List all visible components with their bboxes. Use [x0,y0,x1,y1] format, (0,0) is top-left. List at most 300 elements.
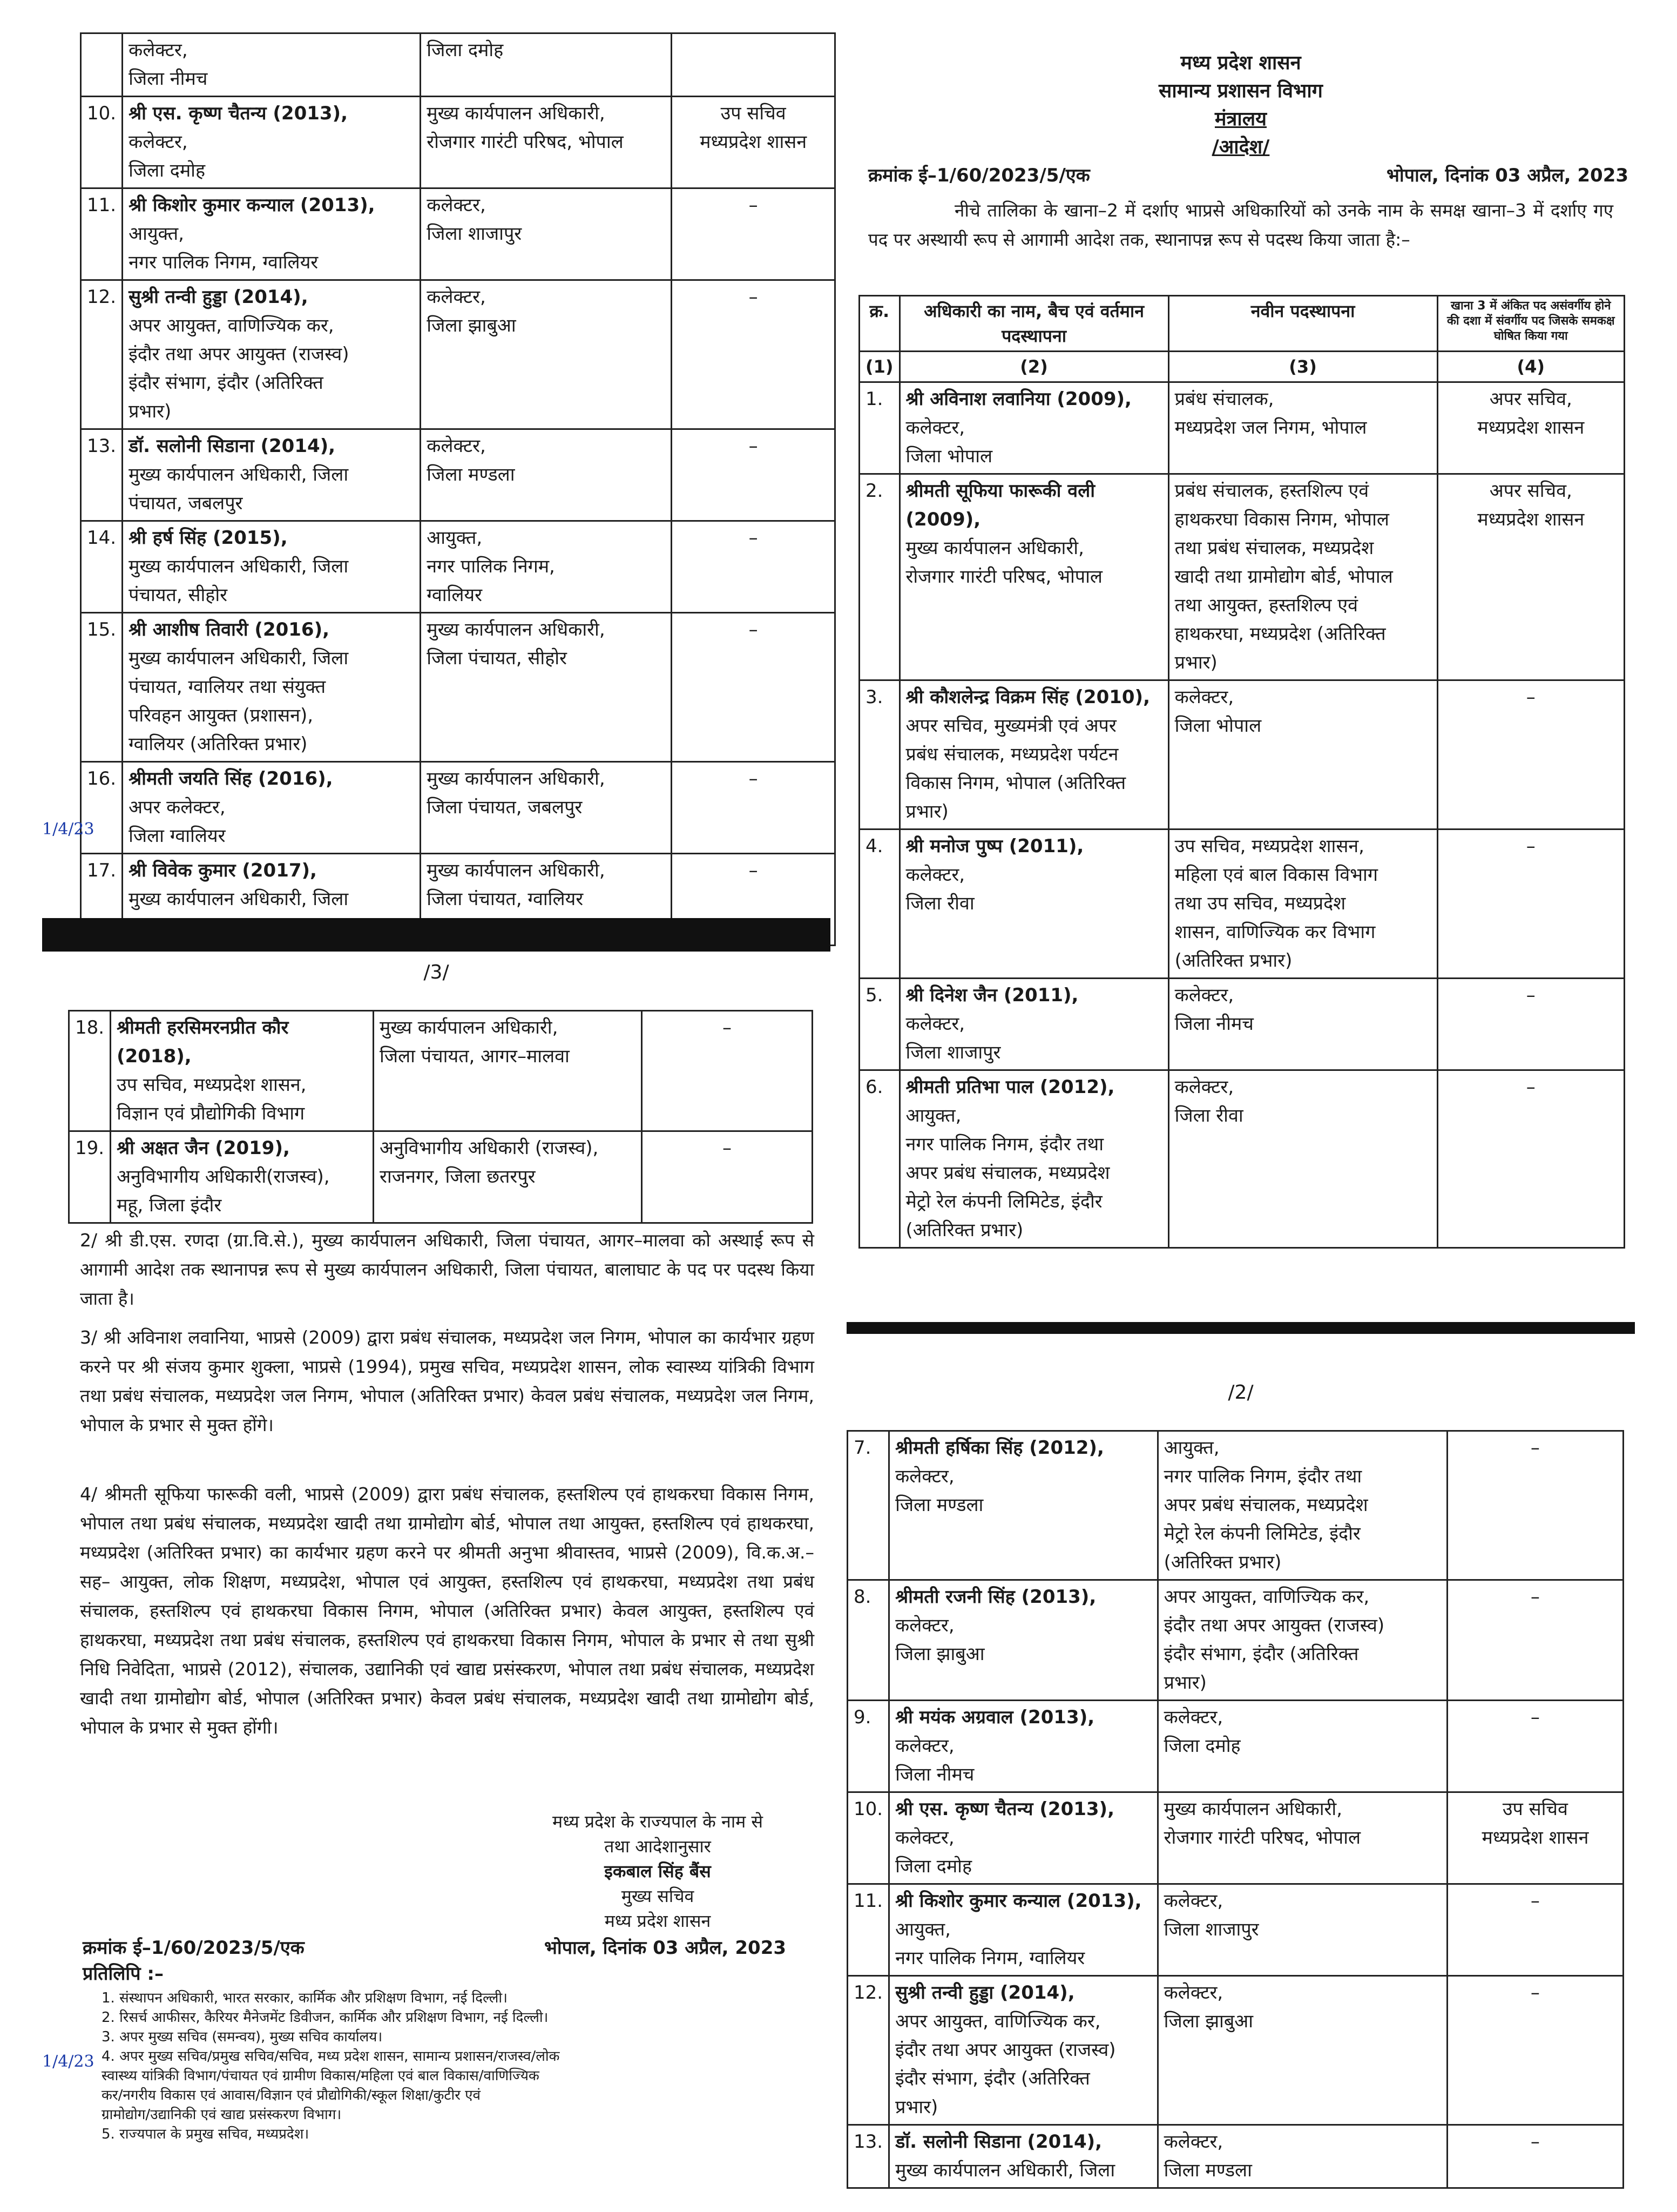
current-posting-line: कलेक्टर, [895,1735,955,1757]
order-reference: क्रमांक ई–1/60/2023/5/एक [83,1937,305,1959]
new-posting-line: कलेक्टर, [1164,1982,1223,2004]
new-posting-line: मुख्य कार्यपालन अधिकारी, [1164,1798,1343,1820]
current-posting-line: पंचायत, जबलपुर [129,493,243,514]
equivalent-post-line: – [748,435,758,457]
new-posting-cell [421,521,672,613]
signatory-designation: मुख्य सचिव [621,1886,694,1906]
para-3: 3/ श्री अविनाश लवानिया, भाप्रसे (2009) द्वारा प्रबंध संचालक, मध्यप्रदेश जल निगम, भोपाल का कार्यभार ग्रहण करने पर श्री संजय कुमार शुक्ला, भाप्रसे (1994), प्रमुख सचिव, मध्यप्रदेश शासन, लोक स्वास्थ्य यांत्रिकी विभाग तथा प्रबंध संचालक, मध्यप्रदेश जल निगम, भोपाल (अतिरिक्त प्रभार) केवल प्रबंध संचालक, मध्यप्रदेश जल निगम, भोपाल के प्रभार से मुक्त होंगे। [80,1327,814,1435]
new-posting-line: मध्यप्रदेश जल निगम, भोपाल [1174,417,1367,439]
current-posting-line: कलेक्टर, [129,131,188,153]
new-posting-line: तथा प्रबंध संचालक, मध्यप्रदेश [1174,537,1374,559]
table-row [860,474,1625,680]
new-posting-cell [1158,1431,1447,1580]
new-posting-cell [1158,2125,1447,2188]
new-posting-line: कलेक्टर, [1174,984,1234,1006]
new-posting-line: मुख्य कार्यपालन अधिकारी, [380,1017,558,1038]
column-number: (2) [900,352,1168,382]
equivalent-post-cell [672,280,835,429]
new-posting-line: अपर प्रबंध संचालक, मध्यप्रदेश [1164,1494,1368,1516]
equivalent-post-line: – [748,527,758,549]
new-posting-line: जिला झाबुआ [427,315,516,336]
current-posting-line: कलेक्टर, [905,1013,965,1035]
current-posting-line: मेट्रो रेल कंपनी लिमिटेड, इंदौर [905,1191,1103,1212]
current-posting-line: परिवहन आयुक्त (प्रशासन), [129,705,314,726]
new-posting-cell [374,1011,642,1131]
equivalent-post-line: – [1526,835,1536,857]
table-row [81,280,835,429]
new-posting-line: (अतिरिक्त प्रभार) [1174,950,1293,972]
current-posting-line: इंदौर तथा अपर आयुक्त (राजस्व) [129,343,349,365]
new-posting-cell [421,188,672,280]
new-posting-line: जिला शाजापुर [1164,1919,1259,1940]
new-posting-cell [1168,382,1437,474]
new-posting-line: जिला पंचायत, सीहोर [427,648,567,669]
current-posting-line: प्रभार) [905,801,949,822]
current-posting-line: पंचायत, ग्वालियर तथा संयुक्त [129,676,326,698]
serial-number: 12. [81,280,123,429]
officer-cell [900,680,1168,830]
new-posting-line: जिला दमोह [1164,1735,1241,1757]
current-posting-line: नगर पालिक निगम, इंदौर तथा [905,1134,1104,1155]
column-header: खाना 3 में अंकित पद असंवर्गीय होने की दशा में संवर्गीय पद जिसके समकक्ष घोषित किया गया [1437,296,1624,352]
page-separator-bar [42,918,830,952]
new-posting-cell [421,429,672,521]
copy-item: 3. अपर मुख्य सचिव (समन्वय), मुख्य सचिव कार्यालय। [102,2029,383,2045]
officer-cell [900,382,1168,474]
serial-number: 19. [69,1131,111,1223]
officer-cell [123,429,421,521]
gov-title: मध्य प्रदेश शासन [1180,52,1301,74]
new-posting-line: जिला मण्डला [1164,2160,1252,2181]
current-posting-line: अनुविभागीय अधिकारी(राजस्व), [117,1166,330,1188]
current-posting-line: मुख्य कार्यपालन अधिकारी, जिला [129,556,349,577]
officer-name: श्री एस. कृष्ण चैतन्य (2013), [895,1798,1114,1820]
serial-number: 11. [848,1884,889,1976]
new-posting-cell [1168,1070,1437,1248]
new-posting-line: जिला दमोह [427,39,504,61]
equivalent-post-cell [1437,979,1624,1070]
new-posting-line: शासन, वाणिज्यिक कर विभाग [1174,921,1376,943]
current-posting-line: कलेक्टर, [905,864,965,886]
copy-item: 2. रिसर्च आफीसर, कैरियर मैनेजमेंट डिवीजन, कार्मिक और प्रशिक्षण विभाग, नई दिल्ली। [102,2009,549,2026]
equivalent-post-line: मध्यप्रदेश शासन [1477,417,1585,439]
serial-number: 16. [81,762,123,854]
officer-name: श्री अविनाश लवानिया (2009), [905,388,1132,410]
officer-name: श्रीमती प्रतिभा पाल (2012), [905,1076,1115,1098]
officer-cell [900,1070,1168,1248]
equivalent-post-line: अपर सचिव, [1489,388,1572,410]
current-posting-line: जिला झाबुआ [895,1643,985,1665]
column-number: (3) [1168,352,1437,382]
current-posting-line: जिला भोपाल [905,446,993,467]
posting-table-body [69,1011,813,1223]
new-posting-line: कलेक्टर, [1174,686,1234,708]
table-row [848,1884,1624,1976]
sign-line: मध्य प्रदेश के राज्यपाल के नाम से [552,1811,763,1832]
column-number: (1) [860,352,900,382]
equivalent-post-line: – [1530,1437,1540,1459]
serial-number: 7. [848,1431,889,1580]
copy-item: 4. अपर मुख्य सचिव/प्रमुख सचिव/सचिव, मध्य प्रदेश शासन, सामान्य प्रशासन/राजस्व/लोक [102,2048,560,2065]
equivalent-post-cell [1447,1701,1623,1792]
current-posting-line: विज्ञान एवं प्रौद्योगिकी विभाग [117,1103,305,1124]
new-posting-cell [1158,1792,1447,1884]
table-clip [847,1430,1635,2197]
equivalent-post-cell [672,762,835,854]
new-posting-line: जिला मण्डला [427,464,515,485]
table-row [81,762,835,854]
equivalent-post-line: – [748,860,758,881]
posting-table-body [81,33,835,946]
current-posting-line: रोजगार गारंटी परिषद, भोपाल [905,566,1103,588]
officer-name: श्री विवेक कुमार (2017), [129,860,317,881]
new-posting-line: कलेक्टर, [427,286,486,308]
new-posting-line: रोजगार गारंटी परिषद, भोपाल [427,131,624,153]
current-posting-line: मुख्य कार्यपालन अधिकारी, जिला [129,464,349,485]
new-posting-cell [1168,680,1437,830]
order-date: भोपाल, दिनांक 03 अप्रैल, 2023 [1387,165,1629,186]
page-1 [847,42,1635,1290]
equivalent-post-cell [1437,680,1624,830]
current-posting-line: इंदौर संभाग, इंदौर (अतिरिक्त [895,2068,1090,2089]
equivalent-post-cell [642,1011,813,1131]
officer-name: डॉ. सलोनी सिडाना (2014), [895,2131,1103,2153]
new-posting-cell [1158,1884,1447,1976]
copy-item: कर/नगरीय विकास एवं आवास/विज्ञान एवं प्रौद्योगिकी/स्कूल शिक्षा/कुटीर एवं [102,2087,481,2103]
equivalent-post-line: – [1526,686,1536,708]
equivalent-post-cell [1437,830,1624,979]
new-posting-cell [1158,1580,1447,1701]
current-posting-line: इंदौर संभाग, इंदौर (अतिरिक्त [129,372,323,394]
current-posting-line: विकास निगम, भोपाल (अतिरिक्त [905,772,1126,794]
order-date: भोपाल, दिनांक 03 अप्रैल, 2023 [544,1937,787,1959]
copy-item: 5. राज्यपाल के प्रमुख सचिव, मध्यप्रदेश। [102,2126,309,2142]
serial-number: 10. [848,1792,889,1884]
equivalent-post-line: उप सचिव [720,103,786,124]
serial-number: 18. [69,1011,111,1131]
equivalent-post-cell [672,429,835,521]
current-posting-line: कलेक्टर, [895,1827,955,1849]
equivalent-post-cell [1447,1976,1623,2125]
current-posting-line: कलेक्टर, [895,1615,955,1636]
table-row [860,382,1625,474]
officer-name: श्री किशोर कुमार कन्याल (2013), [129,194,375,216]
new-posting-line: आयुक्त, [427,527,483,549]
officer-name: श्री किशोर कुमार कन्याल (2013), [895,1890,1142,1912]
new-posting-line: इंदौर तथा अपर आयुक्त (राजस्व) [1164,1615,1385,1636]
current-posting-line: अपर प्रबंध संचालक, मध्यप्रदेश [905,1162,1110,1184]
serial-number: 13. [81,429,123,521]
new-posting-line: कलेक्टर, [427,194,486,216]
new-posting-line: (अतिरिक्त प्रभार) [1164,1552,1282,1573]
new-posting-line: अपर आयुक्त, वाणिज्यिक कर, [1164,1586,1370,1608]
serial-number: 11. [81,188,123,280]
handwritten-initials: 1/4/23 [42,820,94,839]
new-posting-line: रोजगार गारंटी परिषद, भोपाल [1164,1827,1361,1849]
officer-name: श्रीमती रजनी सिंह (2013), [895,1586,1097,1608]
current-posting-line: जिला ग्वालियर [129,825,226,847]
table-row [81,33,835,97]
serial-number: 5. [860,979,900,1070]
new-posting-line: नगर पालिक निगम, [427,556,555,577]
officer-name: डॉ. सलोनी सिडाना (2014), [129,435,336,457]
serial-number: 3. [860,680,900,830]
new-posting-line: जिला शाजापुर [427,223,522,245]
current-posting-line: नगर पालिक निगम, ग्वालियर [895,1947,1085,1969]
equivalent-post-cell [1447,1580,1623,1701]
column-header: क्र. [860,296,900,352]
equivalent-post-cell [672,521,835,613]
para-4: 4/ श्रीमती सूफिया फारूकी वली, भाप्रसे (2009) द्वारा प्रबंध संचालक, हस्तशिल्प एवं हाथकरघा विकास निगम, भोपाल तथा प्रबंध संचालक, मध्यप्रदेश खादी तथा ग्रामोद्योग बोर्ड, भोपाल तथा आयुक्त, हस्तशिल्प एवं हाथकरघा, मध्यप्रदेश (अतिरिक्त प्रभार) का कार्यभार ग्रहण करने पर श्रीमती अनुभा श्रीवास्तव, भाप्रसे (2009), वि.क.अ.–सह– आयुक्त, लोक शिक्षण, मध्यप्रदेश, भोपाल एवं आयुक्त, हस्तशिल्प एवं हाथकरघा, मध्यप्रदेश तथा प्रबंध संचालक, हस्तशिल्प एवं हाथकरघा विकास निगम, भोपाल (अतिरिक्त प्रभार) केवल आयुक्त, हस्तशिल्प एवं हाथकरघा, मध्यप्रदेश तथा प्रबंध संचालक, हस्तशिल्प एवं हाथकरघा विकास निगम, भोपाल के प्रभार से तथा सुश्री निधि निवेदिता, भाप्रसे (2012), संचालक, उद्यानिकी एवं खाद्य प्रसंस्करण, भोपाल तथा प्रबंध संचालक, मध्यप्रदेश खादी तथा ग्रामोद्योग बोर्ड, भोपाल (अतिरिक्त प्रभार) केवल प्रबंध संचालक, मध्यप्रदेश खादी तथा ग्रामोद्योग बोर्ड, भोपाल के प्रभार से मुक्त होंगी। [80,1483,814,1738]
current-posting-line: जिला रीवा [905,893,975,914]
new-posting-line: मुख्य कार्यपालन अधिकारी, [427,103,605,124]
new-posting-line: कलेक्टर, [1164,1890,1223,1912]
current-posting-line: जिला दमोह [895,1856,972,1877]
table-row [69,1131,813,1223]
page-2 [847,1334,1635,2182]
signature-block [517,1809,798,1933]
new-posting-line: मुख्य कार्यपालन अधिकारी, [427,619,605,640]
ministry-title: मंत्रालय [1214,108,1267,130]
current-posting-line: आयुक्त, [895,1919,951,1940]
officer-cell [111,1131,374,1223]
new-posting-line: कलेक्टर, [427,435,486,457]
officer-name: श्रीमती सूफिया फारूकी वली (2009), [905,480,1096,530]
equivalent-post-line: – [722,1137,732,1159]
equivalent-post-cell [1447,1792,1623,1884]
new-posting-cell [421,762,672,854]
officer-name: श्री एस. कृष्ण चैतन्य (2013), [129,103,348,124]
new-posting-line: तथा आयुक्त, हस्तशिल्प एवं [1174,595,1358,616]
para-2: 2/ श्री डी.एस. रणदा (ग्रा.वि.से.), मुख्य कार्यपालन अधिकारी, जिला पंचायत, आगर–मालवा को अस्थाई रूप से आगामी आदेश तक स्थानापन्न रूप से मुख्य कार्यपालन अधिकारी, जिला पंचायत, बालाघाट के पद पर पदस्थ किया जाता है। [80,1230,814,1309]
officer-name: श्री आशीष तिवारी (2016), [129,619,330,640]
page-3-top-fragment [42,39,830,916]
officer-cell [123,521,421,613]
table-row [848,1976,1624,2125]
current-posting-line: प्रभार) [129,401,172,422]
new-posting-line: जिला रीवा [1174,1105,1243,1127]
column-header: नवीन पदस्थापना [1168,296,1437,352]
equivalent-post-cell [1447,2125,1623,2188]
current-posting-line: मुख्य कार्यपालन अधिकारी, जिला [129,888,349,910]
current-posting-line: अपर कलेक्टर, [129,797,226,818]
column-number: (4) [1437,352,1624,382]
sign-line: मध्य प्रदेश शासन [604,1911,711,1931]
equivalent-post-cell [1447,1884,1623,1976]
current-posting-line: आयुक्त, [905,1105,962,1127]
current-posting-line: (अतिरिक्त प्रभार) [905,1219,1024,1241]
equivalent-post-line: अपर सचिव, [1489,480,1572,502]
officer-name: श्रीमती हर्षिका सिंह (2012), [895,1437,1104,1459]
new-posting-line: कलेक्टर, [1164,2131,1223,2153]
current-posting-line: महू, जिला इंदौर [117,1195,222,1216]
serial-number [81,33,123,97]
serial-number: 1. [860,382,900,474]
new-posting-line: प्रभार) [1164,1672,1207,1694]
serial-number: 9. [848,1701,889,1792]
current-posting-line: मुख्य कार्यपालन अधिकारी, जिला [129,648,349,669]
new-posting-cell [1168,474,1437,680]
serial-number: 6. [860,1070,900,1248]
equivalent-post-line: – [1530,2131,1540,2153]
equivalent-post-cell [1437,474,1624,680]
column-header: अधिकारी का नाम, बैच एवं वर्तमान पदस्थापना [900,296,1168,352]
current-posting-line: अपर आयुक्त, वाणिज्यिक कर, [129,315,334,336]
new-posting-line: हाथकरघा, मध्यप्रदेश (अतिरिक्त [1174,623,1386,645]
officer-name: श्री अक्षत जैन (2019), [117,1137,290,1159]
copy-list [102,1988,820,2144]
new-posting-cell [421,280,672,429]
serial-number: 10. [81,97,123,188]
equivalent-post-cell [1437,1070,1624,1248]
current-posting-line: जिला दमोह [129,160,206,181]
equivalent-post-line: मध्यप्रदेश शासन [1477,509,1585,530]
officer-name: श्री कौशलेन्द्र विक्रम सिंह (2010), [905,686,1151,708]
equivalent-post-cell [1447,1431,1623,1580]
current-posting-line: जिला नीमच [895,1764,975,1785]
posting-table-head [860,296,1625,382]
new-posting-line: महिला एवं बाल विकास विभाग [1174,864,1378,886]
new-posting-line: खादी तथा ग्रामोद्योग बोर्ड, भोपाल [1174,566,1393,588]
copy-item: ग्रामोद्योग/उद्यानिकी एवं खाद्य प्रसंस्करण विभाग। [102,2107,342,2123]
current-posting-line: उप सचिव, मध्यप्रदेश शासन, [117,1074,307,1096]
copy-label: प्रतिलिपि :– [83,1963,164,1985]
new-posting-cell [421,33,672,97]
new-posting-cell [421,97,672,188]
serial-number: 15. [81,613,123,762]
order-title: /आदेश/ [1212,136,1270,158]
new-posting-line: प्रबंध संचालक, हस्तशिल्प एवं [1174,480,1369,502]
new-posting-line: उप सचिव, मध्यप्रदेश शासन, [1174,835,1364,857]
new-posting-cell [1168,979,1437,1070]
new-posting-line: जिला पंचायत, ग्वालियर [427,888,584,910]
table-row [81,429,835,521]
current-posting-line: कलेक्टर, [905,417,965,439]
current-posting-line: पंचायत, सीहोर [129,584,228,606]
new-posting-line: कलेक्टर, [1174,1076,1234,1098]
equivalent-post-line: – [1526,984,1536,1006]
current-posting-line: प्रभार) [895,2096,938,2118]
new-posting-line: आयुक्त, [1164,1437,1220,1459]
officer-name: श्री हर्ष सिंह (2015), [129,527,288,549]
officer-name: श्री मनोज पुष्प (2011), [905,835,1084,857]
current-posting-line: जिला मण्डला [895,1494,984,1516]
new-posting-line: जिला पंचायत, जबलपुर [427,797,583,818]
officer-cell [111,1011,374,1131]
current-posting-line: अपर आयुक्त, वाणिज्यिक कर, [895,2011,1101,2032]
officer-cell [889,1792,1158,1884]
table-row [81,97,835,188]
new-posting-line: जिला नीमच [1174,1013,1254,1035]
table-row [860,979,1625,1070]
posting-table-body [860,382,1625,1248]
officer-name: श्री मयंक अग्रवाल (2013), [895,1707,1095,1728]
current-posting-line: अपर सचिव, मुख्यमंत्री एवं अपर [905,715,1117,737]
new-posting-line: प्रभार) [1174,652,1218,673]
equivalent-post-cell [642,1131,813,1223]
equivalent-post-cell [672,97,835,188]
current-posting-line: कलेक्टर, [895,1466,955,1487]
posting-table [858,295,1625,1249]
new-posting-line: इंदौर संभाग, इंदौर (अतिरिक्त [1164,1643,1359,1665]
handwritten-initials: 1/4/23 [42,2052,94,2071]
officer-name: सुश्री तन्वी हुड्डा (2014), [895,1982,1075,2004]
department-title: सामान्य प्रशासन विभाग [1159,80,1323,102]
officer-cell [889,1976,1158,2125]
serial-number: 17. [81,854,123,946]
table-row [848,1792,1624,1884]
equivalent-post-line: – [748,286,758,308]
posting-table [68,1010,813,1224]
equivalent-post-line: – [748,619,758,640]
table-row [860,830,1625,979]
current-posting-line: आयुक्त, [129,223,184,245]
officer-cell [889,2125,1158,2188]
page-number: /3/ [423,961,449,983]
equivalent-post-line: – [1530,1982,1540,2004]
table-row [860,1070,1625,1248]
new-posting-line: मुख्य कार्यपालन अधिकारी, [427,860,605,881]
new-posting-cell [374,1131,642,1223]
officer-cell [123,97,421,188]
table-row [69,1011,813,1131]
new-posting-line: ग्वालियर [427,584,483,606]
current-posting-line: जिला नीमच [129,68,208,90]
equivalent-post-line: – [748,768,758,790]
copy-item: स्वास्थ्य यांत्रिकी विभाग/पंचायत एवं ग्रामीण विकास/महिला एवं बाल विकास/वाणिज्यिक [102,2068,539,2084]
page-number: /2/ [1228,1381,1254,1404]
equivalent-post-line: – [1530,1890,1540,1912]
signatory-name: इकबाल सिंह बैंस [604,1861,711,1881]
equivalent-post-line: – [748,194,758,216]
serial-number: 8. [848,1580,889,1701]
officer-cell [123,188,421,280]
table-row [848,1580,1624,1701]
new-posting-cell [1168,830,1437,979]
equivalent-post-line: मध्यप्रदेश शासन [700,131,807,153]
page-3 [42,956,830,2180]
new-posting-line: कलेक्टर, [1164,1707,1223,1728]
new-posting-line: तथा उप सचिव, मध्यप्रदेश [1174,893,1346,914]
officer-name: श्रीमती हरसिमरनप्रीत कौर (2018), [117,1017,289,1067]
current-posting-line: मुख्य कार्यपालन अधिकारी, जिला [895,2160,1115,2181]
new-posting-line: नगर पालिक निगम, इंदौर तथा [1164,1466,1362,1487]
current-posting-line: मुख्य कार्यपालन अधिकारी, [905,537,1084,559]
officer-cell [123,613,421,762]
table-row [848,1431,1624,1580]
new-posting-line: जिला पंचायत, आगर–मालवा [380,1046,570,1067]
table-row [848,1701,1624,1792]
new-posting-line: अनुविभागीय अधिकारी (राजस्व), [380,1137,599,1159]
new-posting-line: जिला भोपाल [1174,715,1262,737]
new-posting-line: राजनगर, जिला छतरपुर [380,1166,536,1188]
officer-cell [889,1884,1158,1976]
officer-name: श्रीमती जयति सिंह (2016), [129,768,333,790]
table-row [860,680,1625,830]
table-row [81,613,835,762]
current-posting-line: प्रबंध संचालक, मध्यप्रदेश पर्यटन [905,744,1119,765]
current-posting-line: ग्वालियर (अतिरिक्त प्रभार) [129,733,308,755]
officer-cell [900,979,1168,1070]
new-posting-line: हाथकरघा विकास निगम, भोपाल [1174,509,1389,530]
table-row [848,2125,1624,2188]
new-posting-cell [1158,1976,1447,2125]
officer-cell [123,762,421,854]
equivalent-post-cell [672,188,835,280]
copy-item: 1. संस्थापन अधिकारी, भारत सरकार, कार्मिक और प्रशिक्षण विभाग, नई दिल्ली। [102,1990,508,2006]
officer-cell [123,280,421,429]
equivalent-post-cell [672,33,835,97]
